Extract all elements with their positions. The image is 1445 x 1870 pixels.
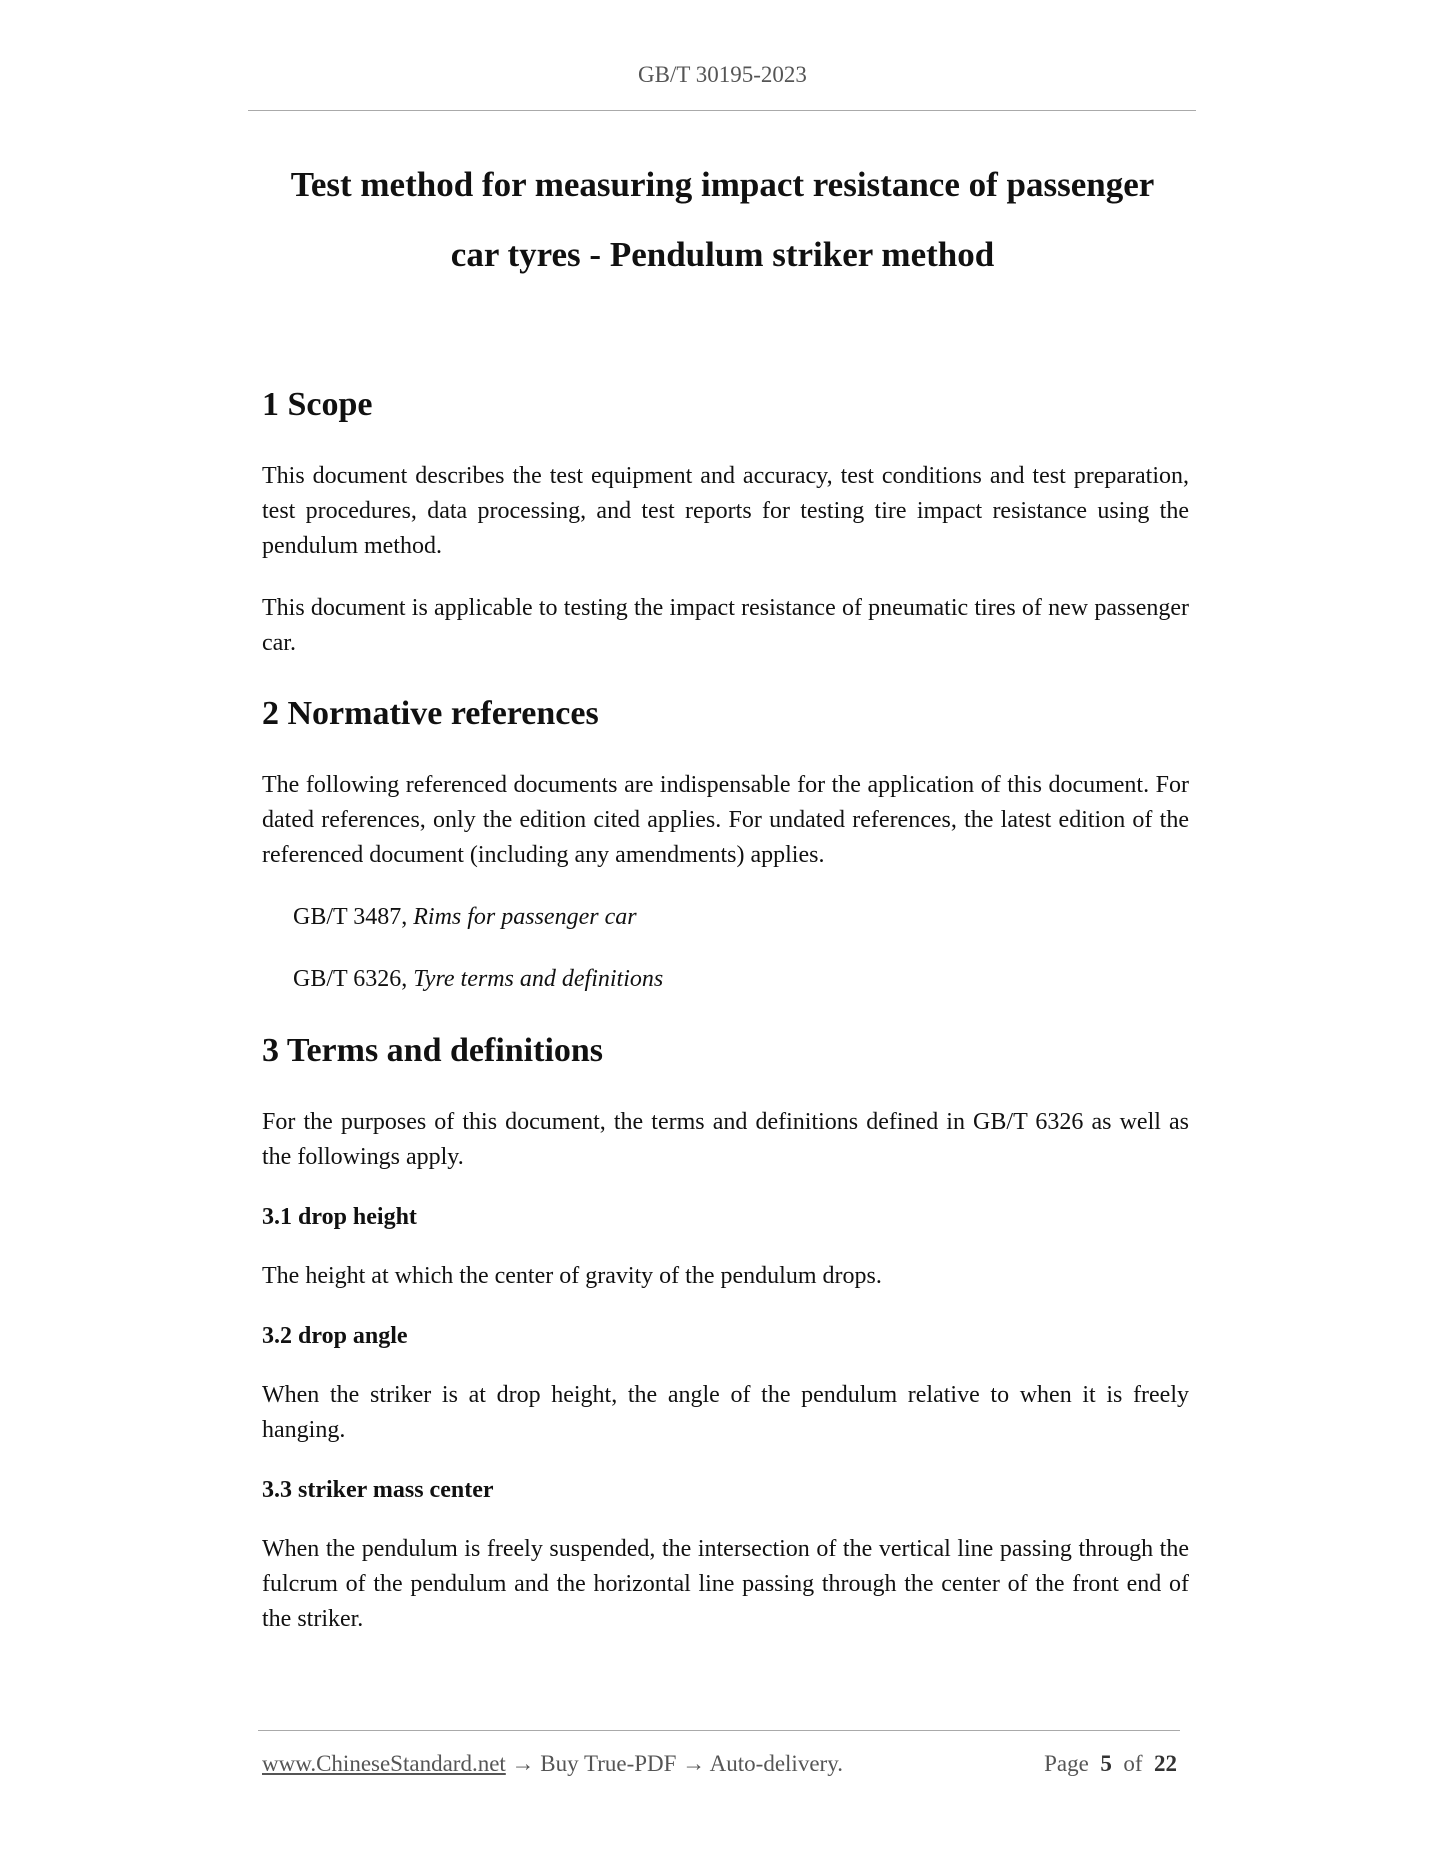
- terms-paragraph: For the purposes of this document, the terms and definitions defined in GB/T 6326 as well as the followings apply.: [262, 1109, 1189, 1170]
- reference-code: GB/T 6326,: [293, 966, 414, 992]
- scope-paragraph-1: This document describes the test equipment and accuracy, test conditions and test preparation, test procedures, data processing, and test reports for testing tire impact resistance using the pendulum method.: [262, 463, 1189, 559]
- header-divider: [248, 110, 1196, 111]
- footer-promo: [262, 1751, 843, 1777]
- footer-divider: [258, 1730, 1180, 1731]
- term-definition: The height at which the center of gravity of the pendulum drops.: [262, 1263, 882, 1289]
- page-number: [1044, 1751, 1177, 1777]
- arrow-right-icon: →: [511, 1751, 535, 1776]
- term-heading: 3.1 drop height: [262, 1204, 417, 1230]
- reference-item: [262, 962, 1189, 997]
- arrow-right-icon: →: [682, 1751, 706, 1776]
- footer-delivery-text: Auto-delivery.: [709, 1751, 843, 1776]
- section-heading-scope: 1 Scope: [262, 386, 373, 423]
- term-heading: 3.3 striker mass center: [262, 1477, 494, 1503]
- normative-paragraph: The following referenced documents are indispensable for the application of this document. For dated references, only the edition cited applies. For undated references, the latest edition of the referenced document (including any amendments) applies.: [262, 772, 1189, 868]
- section-heading-normative-references: 2 Normative references: [262, 695, 599, 732]
- reference-code: GB/T 3487,: [293, 904, 414, 930]
- document-title-line-2: car tyres - Pendulum striker method: [450, 235, 995, 274]
- footer-buy-text: Buy True-PDF: [540, 1751, 677, 1776]
- footer-website-link[interactable]: www.ChineseStandard.net: [262, 1751, 506, 1776]
- page-total: 22: [1154, 1751, 1177, 1776]
- reference-title: Tyre terms and definitions: [413, 966, 664, 992]
- header-doc-code: GB/T 30195-2023: [638, 62, 807, 87]
- reference-item: [262, 900, 1189, 935]
- of-label: of: [1123, 1751, 1143, 1776]
- document-title: [200, 150, 1245, 290]
- reference-title: Rims for passenger car: [413, 904, 637, 930]
- document-title-line-1: Test method for measuring impact resistance of passenger: [290, 165, 1155, 204]
- page-label: Page: [1044, 1751, 1089, 1776]
- section-heading-terms-and-definitions: 3 Terms and definitions: [262, 1032, 604, 1069]
- document-body: [262, 385, 1189, 1637]
- page-current: 5: [1100, 1751, 1112, 1776]
- term-definition: When the pendulum is freely suspended, the intersection of the vertical line passing through the fulcrum of the pendulum and the horizontal line passing through the center of the front end of the striker.: [262, 1536, 1189, 1632]
- term-heading: 3.2 drop angle: [262, 1323, 408, 1349]
- term-definition: When the striker is at drop height, the angle of the pendulum relative to when it is freely hanging.: [262, 1382, 1189, 1443]
- scope-paragraph-2: This document is applicable to testing the impact resistance of pneumatic tires of new passenger car.: [262, 595, 1189, 656]
